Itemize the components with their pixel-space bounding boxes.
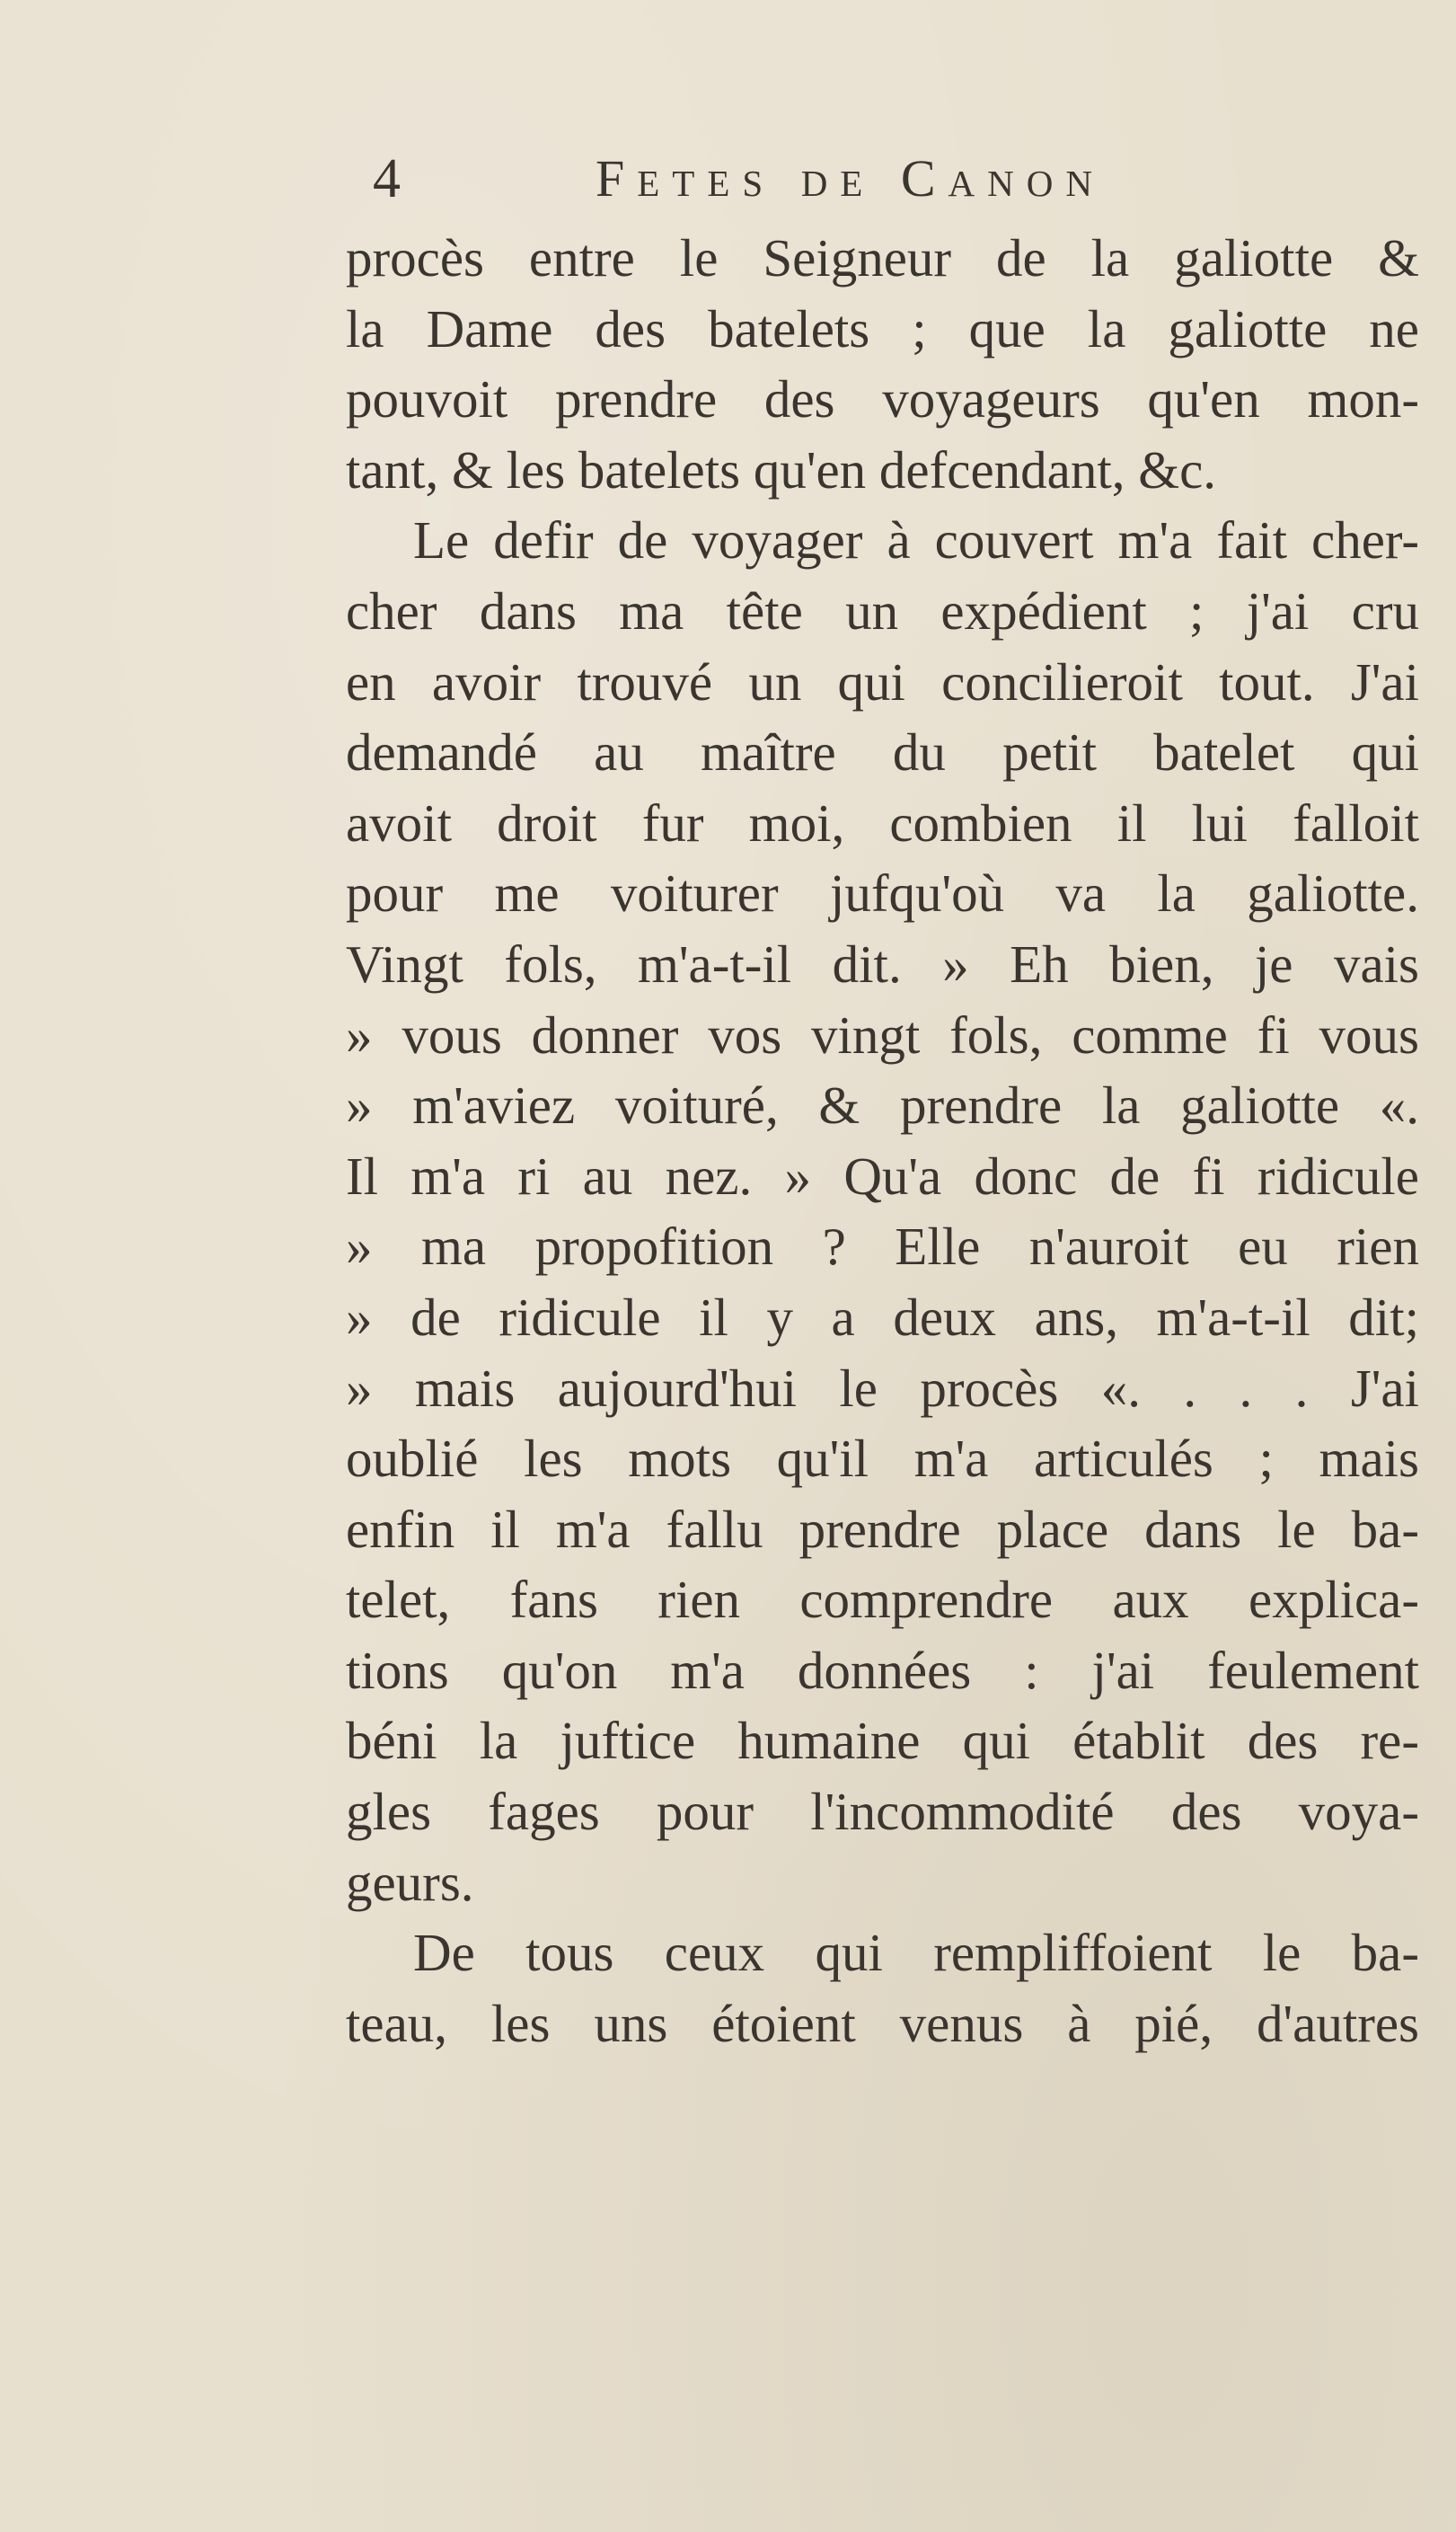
text-line: De tous ceux qui rempliffoient le ba- [413, 1923, 1419, 1983]
text-line: » m'aviez voituré, & prendre la galiotte «. [346, 1076, 1419, 1136]
text-line: béni la juftice humaine qui établit des re- [346, 1711, 1419, 1771]
text-line: la Dame des batelets ; que la galiotte ne [346, 298, 1419, 359]
text-line: en avoir trouvé un qui concilieroit tout. J'ai [346, 651, 1419, 712]
text-line: Il m'a ri au nez. » Qu'a donc de fi ridicule [346, 1146, 1419, 1206]
text-line: gles fages pour l'incommodité des voya- [346, 1782, 1419, 1842]
text-line: cher dans ma tête un expédient ; j'ai cru [346, 580, 1419, 641]
text-line: tions qu'on m'a données : j'ai feulement [346, 1640, 1419, 1700]
text-line: Le defir de voyager à couvert m'a fait cher- [413, 510, 1419, 571]
text-line: procès entre le Seigneur de la galiotte & [346, 228, 1419, 288]
text-line: tant, & les batelets qu'en defcendant, &c. [346, 439, 1217, 500]
text-line: » mais aujourd'hui le procès «. . . . J'ai [346, 1358, 1419, 1418]
text-line: pouvoit prendre des voyageurs qu'en mon- [346, 369, 1419, 429]
text-line: » de ridicule il y a deux ans, m'a-t-il dit; [346, 1287, 1419, 1347]
text-block [346, 135, 1419, 2058]
text-line: demandé au maître du petit batelet qui [346, 722, 1419, 783]
text-line: geurs. [346, 1852, 474, 1912]
text-line: avoit droit fur moi, combien il lui falloit [346, 792, 1419, 853]
page-number: 4 [373, 148, 401, 209]
text-line: enfin il m'a fallu prendre place dans le ba- [346, 1499, 1419, 1559]
text-line: pour me voiturer jufqu'où va la galiotte. [346, 863, 1419, 924]
text-line: teau, les uns étoient venus à pié, d'autres [346, 1993, 1419, 2053]
text-line: » ma propofition ? Elle n'auroit eu rien [346, 1217, 1419, 1277]
text-line: oublié les mots qu'il m'a articulés ; mais [346, 1429, 1419, 1489]
text-line: Vingt fols, m'a-t-il dit. » Eh bien, je vais [346, 934, 1419, 994]
text-line: » vous donner vos vingt fols, comme fi vous [346, 1005, 1419, 1065]
running-head [346, 135, 1419, 223]
text-line: telet, fans rien comprendre aux explica- [346, 1570, 1419, 1630]
running-head-title: Fetes de Canon [596, 149, 1105, 208]
